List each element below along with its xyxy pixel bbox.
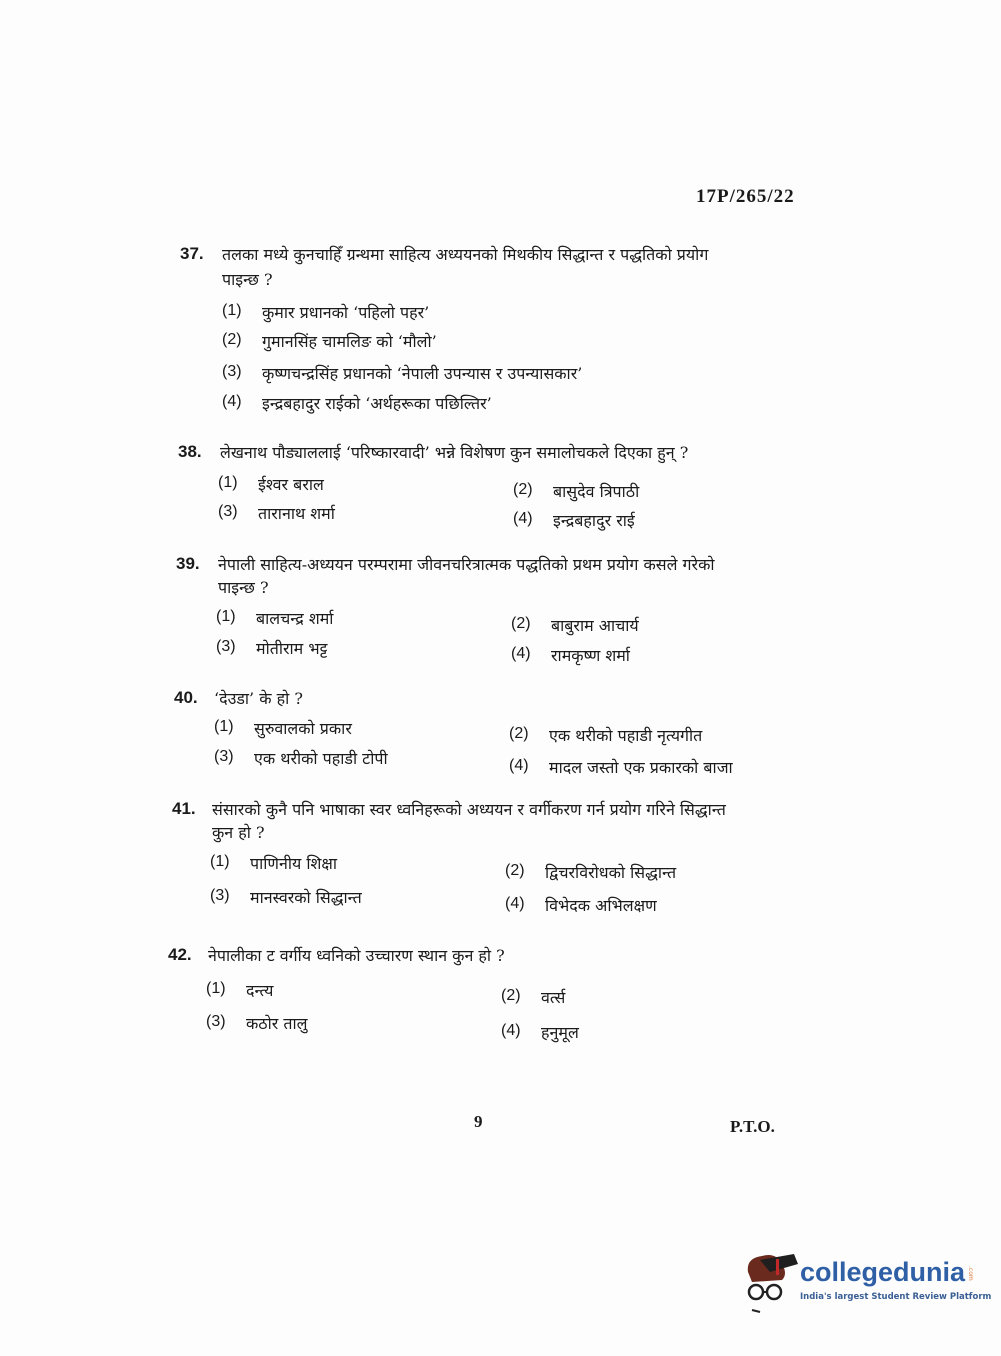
option-text: द्विचरविरोधको सिद्धान्त — [545, 863, 677, 882]
option-number: (4) — [511, 645, 531, 662]
question-number: 39. — [176, 554, 200, 573]
student-mascot-icon — [742, 1250, 798, 1320]
option-text: कठोर तालु — [246, 1014, 308, 1033]
question-number: 37. — [180, 244, 204, 263]
option-number: (4) — [509, 757, 529, 774]
option-text: विभेदक अभिलक्षण — [545, 896, 657, 915]
question-text: तलका मध्ये कुनचाहिँ ग्रन्थमा साहित्य अध्ययनको मिथकीय सिद्धान्त र पद्धतिको प्रयोग — [222, 245, 709, 264]
question-number: 41. — [172, 799, 196, 818]
option-text: कुमार प्रधानको ‘पहिलो पहर’ — [262, 303, 430, 322]
option-text: बासुदेव त्रिपाठी — [553, 482, 640, 501]
paper-code: 17P/265/22 — [696, 186, 795, 207]
option-number: (1) — [216, 608, 236, 625]
option-number: (1) — [218, 474, 238, 491]
option-number: (4) — [505, 895, 525, 912]
brand-suffix: .com — [967, 1266, 975, 1281]
option-number: (4) — [501, 1022, 521, 1039]
option-text: इन्द्रबहादुर राई — [553, 511, 635, 530]
question-text: संसारको कुनै पनि भाषाका स्वर ध्वनिहरूको अध्ययन र वर्गीकरण गर्न प्रयोग गरिने सिद्धान्त — [212, 800, 726, 819]
option-text: हनुमूल — [541, 1023, 579, 1042]
option-number: (1) — [206, 980, 226, 997]
option-text: वर्त्स — [541, 988, 566, 1007]
question-text: नेपालीका ट वर्गीय ध्वनिको उच्चारण स्थान कुन हो ? — [208, 946, 505, 965]
option-text: बालचन्द्र शर्मा — [256, 609, 334, 628]
brand-row — [800, 1256, 991, 1288]
option-number: (1) — [210, 853, 230, 870]
option-text: एक थरीको पहाडी टोपी — [254, 749, 388, 768]
collegedunia-watermark — [742, 1250, 991, 1320]
question-text: पाइन्छ ? — [218, 578, 269, 597]
option-number: (3) — [222, 363, 242, 380]
option-text: सुरुवालको प्रकार — [254, 719, 352, 738]
option-number: (2) — [501, 987, 521, 1004]
option-number: (2) — [222, 331, 242, 348]
option-text: ईश्वर बराल — [258, 475, 324, 494]
question-text: कुन हो ? — [212, 823, 265, 842]
option-number: (1) — [214, 718, 234, 735]
question-number: 38. — [178, 442, 202, 461]
option-text: एक थरीको पहाडी नृत्यगीत — [549, 726, 703, 745]
page-number: 9 — [474, 1112, 483, 1131]
option-text: पाणिनीय शिक्षा — [250, 854, 337, 873]
pto-label: P.T.O. — [730, 1117, 775, 1136]
option-text: रामकृष्ण शर्मा — [551, 646, 630, 665]
question-text: ‘देउडा’ के हो ? — [214, 689, 303, 708]
option-text: कृष्णचन्द्रसिंह प्रधानको ‘नेपाली उपन्यास र उपन्यासकार’ — [262, 364, 583, 383]
option-text: बाबुराम आचार्य — [551, 616, 639, 635]
option-number: (2) — [505, 862, 525, 879]
question-number: 40. — [174, 688, 198, 707]
option-text: गुमानसिंह चामलिङ को ‘मौलो’ — [262, 332, 437, 351]
option-number: (2) — [509, 725, 529, 742]
question-number: 42. — [168, 945, 192, 964]
option-number: (1) — [222, 302, 242, 319]
option-text: तारानाथ शर्मा — [258, 504, 335, 523]
option-number: (4) — [513, 510, 533, 527]
option-number: (4) — [222, 393, 242, 410]
option-number: (2) — [511, 615, 531, 632]
option-text: दन्त्य — [246, 981, 274, 1000]
option-text: इन्द्रबहादुर राईको ‘अर्थहरूका पछिल्तिर’ — [262, 394, 492, 413]
option-number: (2) — [513, 481, 533, 498]
option-number: (3) — [216, 638, 236, 655]
option-number: (3) — [206, 1013, 226, 1030]
question-text: लेखनाथ पौड्याललाई ‘परिष्कारवादी’ भन्ने विशेषण कुन समालोचकले दिएका हुन् ? — [220, 443, 689, 462]
brand-tagline: India's largest Student Review Platform — [800, 1292, 992, 1302]
brand-name: collegedunia — [800, 1257, 966, 1287]
option-number: (3) — [214, 748, 234, 765]
brand-text — [800, 1256, 991, 1302]
option-text: मादल जस्तो एक प्रकारको बाजा — [549, 758, 733, 777]
option-number: (3) — [210, 887, 230, 904]
question-text: नेपाली साहित्य-अध्ययन परम्परामा जीवनचरित्रात्मक पद्धतिको प्रथम प्रयोग कसले गरेको — [218, 555, 715, 574]
option-text: मोतीराम भट्ट — [256, 639, 328, 658]
question-text: पाइन्छ ? — [222, 270, 273, 289]
option-text: मानस्वरको सिद्धान्त — [250, 888, 362, 907]
option-number: (3) — [218, 503, 238, 520]
